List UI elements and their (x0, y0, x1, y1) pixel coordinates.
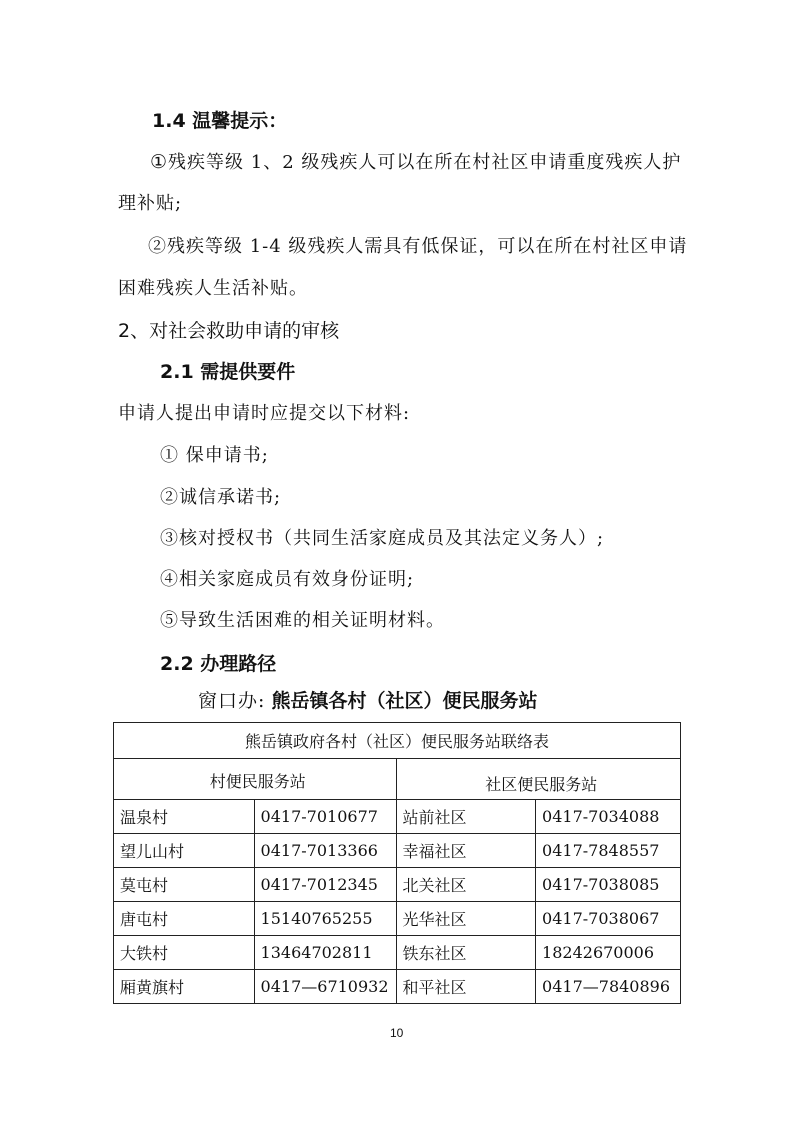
community-name: 和平社区 (396, 970, 536, 1004)
community-stations-header: 社区便民服务站 (396, 759, 681, 800)
window-office-line (198, 686, 537, 713)
community-phone: 18242670006 (536, 936, 681, 970)
village-name: 厢黄旗村 (114, 970, 255, 1004)
section-1-4-heading: 1.4 温馨提示： (152, 110, 288, 132)
community-name: 站前社区 (396, 800, 536, 834)
village-name: 大铁村 (114, 936, 255, 970)
material-item-3: ③核对授权书（共同生活家庭成员及其法定义务人）; (160, 528, 605, 549)
community-name: 光华社区 (396, 902, 536, 936)
tip-item-2-line-1: ②残疾等级 1-4 级残疾人需具有低保证，可以在所在村社区申请 (148, 236, 688, 257)
tip-item-1-text: 残疾等级 1、2 级残疾人可以在所在村社区申请重度残疾人护 (168, 152, 682, 173)
table-row (114, 868, 681, 902)
section-2-heading: 2、对社会救助申请的审核 (118, 320, 340, 342)
village-name: 温泉村 (114, 800, 255, 834)
community-name: 幸福社区 (396, 834, 536, 868)
material-item-1: ① 保申请书; (160, 445, 269, 466)
table-row (114, 834, 681, 868)
village-stations-header: 村便民服务站 (114, 759, 397, 800)
tip-item-2-line-2: 困难残疾人生活补贴。 (118, 278, 308, 299)
window-office-label: 窗口办: (198, 690, 266, 712)
village-name: 唐屯村 (114, 902, 255, 936)
table-row (114, 936, 681, 970)
section-2-1-heading: 2.1 需提供要件 (160, 361, 296, 383)
tip-item-1-line-1 (150, 148, 681, 174)
table-title: 熊岳镇政府各村（社区）便民服务站联络表 (114, 723, 681, 759)
community-name: 铁东社区 (396, 936, 536, 970)
community-name: 北关社区 (396, 868, 536, 902)
table-row (114, 970, 681, 1004)
community-phone: 0417-7038067 (536, 902, 681, 936)
table-row (114, 902, 681, 936)
window-office-value: 熊岳镇各村（社区）便民服务站 (271, 690, 538, 712)
village-name: 望儿山村 (114, 834, 255, 868)
community-phone: 0417-7038085 (536, 868, 681, 902)
village-phone: 0417—6710932 (254, 970, 396, 1004)
village-phone: 15140765255 (254, 902, 396, 936)
community-phone: 0417-7034088 (536, 800, 681, 834)
contact-table (113, 722, 681, 1004)
section-2-2-heading: 2.2 办理路径 (160, 653, 277, 675)
tip-item-1-line-2: 理补贴; (118, 193, 183, 214)
village-phone: 0417-7010677 (254, 800, 396, 834)
village-phone: 0417-7012345 (254, 868, 396, 902)
material-item-2: ②诚信承诺书; (160, 487, 282, 508)
village-phone: 0417-7013366 (254, 834, 396, 868)
village-name: 莫屯村 (114, 868, 255, 902)
material-item-4: ④相关家庭成员有效身份证明; (160, 569, 415, 590)
page-number: 10 (390, 1026, 404, 1040)
village-phone: 13464702811 (254, 936, 396, 970)
table-header-row (114, 759, 681, 800)
material-item-5: ⑤导致生活困难的相关证明材料。 (160, 610, 445, 631)
tip-item-1-marker: ① (150, 151, 169, 173)
table-row (114, 800, 681, 834)
community-phone: 0417-7848557 (536, 834, 681, 868)
table-title-row (114, 723, 681, 759)
materials-intro: 申请人提出申请时应提交以下材料: (118, 403, 411, 424)
community-phone: 0417—7840896 (536, 970, 681, 1004)
